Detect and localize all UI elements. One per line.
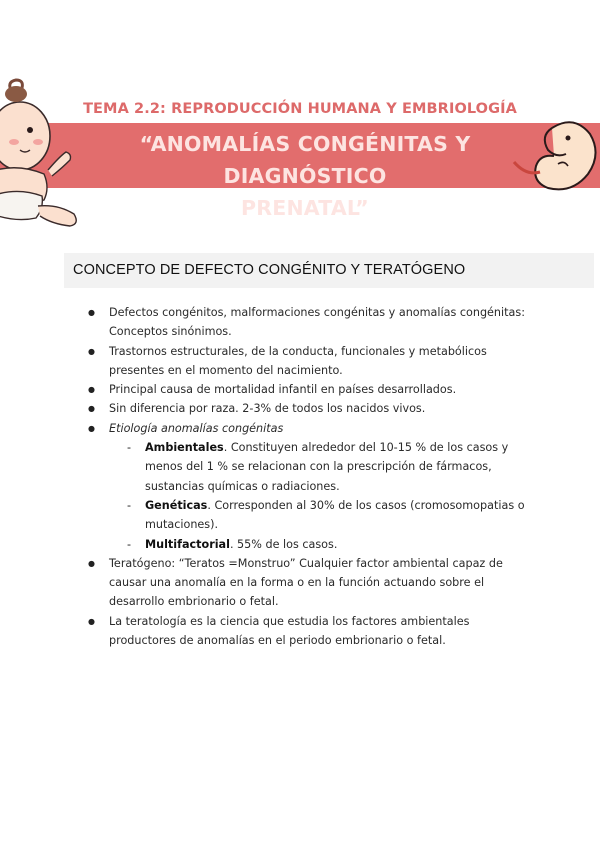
sub-item-multifactorial — [88, 535, 528, 554]
ambientales-label: Ambientales — [145, 441, 224, 455]
geneticas-text: . Corresponden al 30% de los casos (cromosomopatias o mutaciones). — [145, 498, 525, 532]
bullet-item-race: ● Sin diferencia por raza. 2-3% de todos los nacidos vivos. — [88, 399, 528, 418]
section-title: CONCEPTO DE DEFECTO CONGÉNITO Y TERATÓGENO — [73, 262, 466, 278]
multifactorial-text: . 55% de los casos. — [229, 537, 338, 551]
fetus-illustration — [512, 108, 600, 200]
page-title-line-2: PRENATAL” — [241, 196, 369, 220]
sub-item-ambientales — [88, 438, 528, 496]
bullet-item-synonyms: ● Defectos congénitos, malformaciones congénitas y anomalías congénitas: Conceptos sinónimos. — [88, 303, 528, 342]
geneticas-label: Genéticas — [145, 498, 208, 512]
page-title-line-1: “ANOMALÍAS CONGÉNITAS Y DIAGNÓSTICO — [139, 132, 471, 188]
bullet-item-teratology: ● La teratología es la ciencia que estudia los factores ambientales productores de anomalías en el periodo embrionario o fetal. — [88, 612, 528, 651]
content-list — [88, 303, 528, 650]
multifactorial-label: Multifactorial — [145, 537, 230, 551]
topic-heading: TEMA 2.2: REPRODUCCIÓN HUMANA Y EMBRIOLOGÍA — [83, 101, 517, 117]
bullet-item-etiology: ● Etiología anomalías congénitas — [88, 419, 528, 438]
bullet-item-mortality: ● Principal causa de mortalidad infantil en países desarrollados. — [88, 380, 528, 399]
bullet-item-teratogen: ● Teratógeno: “Teratos =Monstruo” Cualquier factor ambiental capaz de causar una anomalía en la forma o en la función actuando sobre el desarrollo embrionario o fetal. — [88, 554, 528, 612]
ambientales-text: . Constituyen alrededor del 10-15 % de los casos y menos del 1 % se relacionan con la prescripción de fármacos, sustancias químicas o radiaciones. — [145, 441, 509, 493]
bullet-item-disorders: ● Trastornos estructurales, de la conducta, funcionales y metabólicos presentes en el momento del nacimiento. — [88, 342, 528, 381]
page-title — [60, 128, 550, 224]
sub-item-geneticas — [88, 496, 528, 535]
